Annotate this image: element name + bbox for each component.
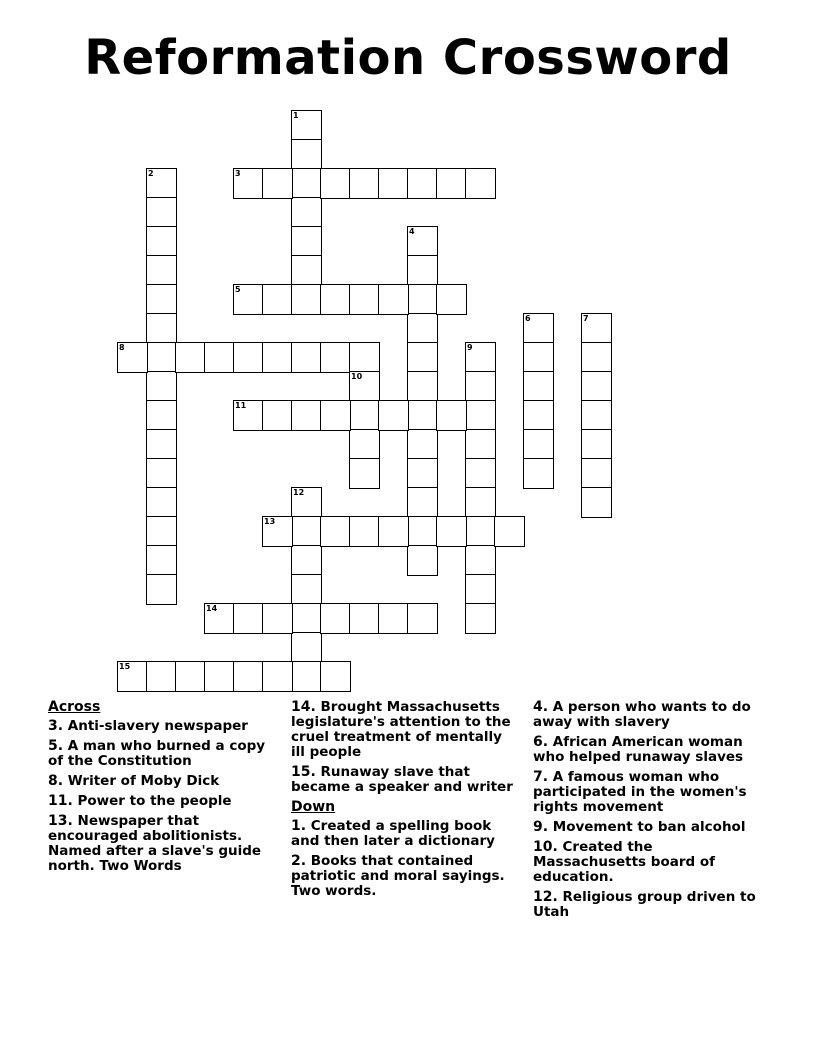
grid-cell[interactable] bbox=[465, 545, 496, 576]
grid-cell[interactable] bbox=[146, 168, 177, 199]
clue-text: Created a spelling book and then later a dictionary bbox=[291, 818, 495, 849]
grid-cell[interactable] bbox=[262, 603, 293, 634]
grid-cell[interactable] bbox=[378, 516, 409, 547]
grid-cell[interactable] bbox=[581, 487, 612, 518]
cell-number: 9 bbox=[467, 343, 473, 352]
grid-cell[interactable] bbox=[581, 458, 612, 489]
grid-cell[interactable] bbox=[378, 168, 409, 199]
grid-cell[interactable] bbox=[465, 574, 496, 605]
clue-text: Anti-slavery newspaper bbox=[67, 718, 248, 734]
grid-cell[interactable] bbox=[291, 574, 322, 605]
clues-column-1 bbox=[48, 700, 278, 879]
grid-cell[interactable] bbox=[523, 342, 554, 373]
grid-cell[interactable] bbox=[262, 284, 293, 315]
grid-cell[interactable] bbox=[407, 458, 438, 489]
grid-cell[interactable] bbox=[320, 284, 351, 315]
grid-cell[interactable] bbox=[407, 284, 438, 315]
grid-cell[interactable] bbox=[117, 342, 148, 373]
grid-cell[interactable] bbox=[523, 313, 554, 344]
grid-cell[interactable] bbox=[117, 661, 148, 692]
grid-cell[interactable] bbox=[523, 429, 554, 460]
clues-column-2 bbox=[291, 700, 516, 904]
clue-across-15 bbox=[291, 765, 516, 795]
grid-cell[interactable] bbox=[204, 342, 235, 373]
grid-cell[interactable] bbox=[291, 139, 322, 170]
grid-cell[interactable] bbox=[291, 487, 322, 518]
grid-cell[interactable] bbox=[349, 458, 380, 489]
grid-cell[interactable] bbox=[436, 516, 467, 547]
clue-number: 9. bbox=[533, 819, 549, 835]
clue-down-12 bbox=[533, 890, 763, 920]
clue-text: Created the Massachusetts board of education. bbox=[533, 839, 715, 885]
grid-cell[interactable] bbox=[175, 661, 206, 692]
grid-cell[interactable] bbox=[407, 226, 438, 257]
grid-cell[interactable] bbox=[291, 661, 322, 692]
clue-number: 8. bbox=[48, 773, 64, 789]
grid-cell[interactable] bbox=[581, 342, 612, 373]
grid-cell[interactable] bbox=[262, 661, 293, 692]
clue-text: Runaway slave that became a speaker and writer bbox=[291, 764, 513, 795]
grid-cell[interactable] bbox=[320, 400, 351, 431]
grid-cell[interactable] bbox=[146, 255, 177, 286]
grid-cell[interactable] bbox=[407, 342, 438, 373]
grid-cell[interactable] bbox=[146, 574, 177, 605]
clue-down-10 bbox=[533, 840, 763, 885]
clue-text: Newspaper that encouraged abolitionists. Named after a slave's guide north. Two Words bbox=[48, 813, 262, 874]
grid-cell[interactable] bbox=[291, 110, 322, 141]
grid-cell[interactable] bbox=[146, 516, 177, 547]
grid-cell[interactable] bbox=[146, 458, 177, 489]
grid-cell[interactable] bbox=[349, 284, 380, 315]
grid-cell[interactable] bbox=[465, 458, 496, 489]
grid-cell[interactable] bbox=[291, 545, 322, 576]
grid-cell[interactable] bbox=[233, 342, 264, 373]
grid-cell[interactable] bbox=[523, 400, 554, 431]
grid-cell[interactable] bbox=[407, 545, 438, 576]
grid-cell[interactable] bbox=[407, 487, 438, 518]
grid-cell[interactable] bbox=[146, 429, 177, 460]
clue-down-1 bbox=[291, 819, 516, 849]
cell-number: 12 bbox=[293, 488, 305, 497]
cell-number: 10 bbox=[351, 372, 363, 381]
clue-down-2 bbox=[291, 854, 516, 899]
grid-cell[interactable] bbox=[378, 400, 409, 431]
grid-cell[interactable] bbox=[407, 371, 438, 402]
grid-cell[interactable] bbox=[407, 168, 438, 199]
grid-cell[interactable] bbox=[204, 661, 235, 692]
cell-number: 15 bbox=[119, 662, 131, 671]
grid-cell[interactable] bbox=[146, 313, 177, 344]
clue-number: 7. bbox=[533, 769, 549, 785]
clue-number: 10. bbox=[533, 839, 558, 855]
grid-cell[interactable] bbox=[465, 371, 496, 402]
grid-cell[interactable] bbox=[581, 400, 612, 431]
down-heading: Down bbox=[291, 799, 336, 815]
grid-cell[interactable] bbox=[262, 168, 293, 199]
clue-across-11 bbox=[48, 794, 278, 809]
across-heading: Across bbox=[48, 699, 101, 715]
cell-number: 2 bbox=[148, 169, 154, 178]
cell-number: 3 bbox=[235, 169, 241, 178]
clue-across-14 bbox=[291, 700, 516, 760]
cell-number: 6 bbox=[525, 314, 531, 323]
grid-cell[interactable] bbox=[407, 255, 438, 286]
clue-text: Brought Massachusetts legislature's attention to the cruel treatment of mentally ill people bbox=[291, 699, 511, 760]
grid-cell[interactable] bbox=[320, 168, 351, 199]
clue-text: Movement to ban alcohol bbox=[552, 819, 746, 835]
grid-cell[interactable] bbox=[465, 342, 496, 373]
grid-cell[interactable] bbox=[581, 371, 612, 402]
clue-number: 11. bbox=[48, 793, 73, 809]
grid-cell[interactable] bbox=[349, 429, 380, 460]
clue-text: Books that contained patriotic and moral sayings. Two words. bbox=[291, 853, 505, 899]
clue-down-7 bbox=[533, 770, 763, 815]
grid-cell[interactable] bbox=[233, 661, 264, 692]
grid-cell[interactable] bbox=[465, 487, 496, 518]
cell-number: 11 bbox=[235, 401, 247, 410]
grid-cell[interactable] bbox=[349, 516, 380, 547]
cell-number: 13 bbox=[264, 517, 276, 526]
grid-cell[interactable] bbox=[291, 226, 322, 257]
grid-cell[interactable] bbox=[291, 284, 322, 315]
grid-cell[interactable] bbox=[465, 400, 496, 431]
grid-cell[interactable] bbox=[146, 545, 177, 576]
grid-cell[interactable] bbox=[146, 197, 177, 228]
grid-cell[interactable] bbox=[349, 342, 380, 373]
grid-cell[interactable] bbox=[233, 284, 264, 315]
cell-number: 1 bbox=[293, 111, 299, 120]
grid-cell[interactable] bbox=[291, 516, 322, 547]
page-title: Reformation Crossword bbox=[84, 30, 732, 86]
grid-cell[interactable] bbox=[407, 516, 438, 547]
grid-cell[interactable] bbox=[436, 400, 467, 431]
clue-down-4 bbox=[533, 700, 763, 730]
grid-cell[interactable] bbox=[146, 226, 177, 257]
grid-cell[interactable] bbox=[204, 603, 235, 634]
grid-cell[interactable] bbox=[146, 284, 177, 315]
grid-cell[interactable] bbox=[146, 342, 177, 373]
clue-number: 6. bbox=[533, 734, 549, 750]
clues-column-3 bbox=[533, 700, 763, 925]
grid-cell[interactable] bbox=[407, 603, 438, 634]
clue-down-9 bbox=[533, 820, 763, 835]
clue-number: 1. bbox=[291, 818, 307, 834]
clue-text: Power to the people bbox=[77, 793, 232, 809]
grid-cell[interactable] bbox=[320, 661, 351, 692]
grid-cell[interactable] bbox=[320, 516, 351, 547]
grid-cell[interactable] bbox=[523, 458, 554, 489]
grid-cell[interactable] bbox=[407, 400, 438, 431]
clue-text: A famous woman who participated in the women's rights movement bbox=[533, 769, 747, 815]
grid-cell[interactable] bbox=[581, 313, 612, 344]
grid-cell[interactable] bbox=[436, 168, 467, 199]
grid-cell[interactable] bbox=[349, 400, 380, 431]
grid-cell[interactable] bbox=[349, 603, 380, 634]
grid-cell[interactable] bbox=[465, 168, 496, 199]
cell-number: 8 bbox=[119, 343, 125, 352]
grid-cell[interactable] bbox=[233, 603, 264, 634]
grid-cell[interactable] bbox=[291, 255, 322, 286]
grid-cell[interactable] bbox=[407, 313, 438, 344]
grid-cell[interactable] bbox=[494, 516, 525, 547]
grid-cell[interactable] bbox=[523, 371, 554, 402]
grid-cell[interactable] bbox=[291, 632, 322, 663]
grid-cell[interactable] bbox=[378, 603, 409, 634]
clue-across-8 bbox=[48, 774, 278, 789]
clue-number: 14. bbox=[291, 699, 316, 715]
grid-cell[interactable] bbox=[146, 400, 177, 431]
grid-cell[interactable] bbox=[175, 342, 206, 373]
grid-cell[interactable] bbox=[320, 342, 351, 373]
clue-down-6 bbox=[533, 735, 763, 765]
clue-number: 15. bbox=[291, 764, 316, 780]
grid-cell[interactable] bbox=[146, 371, 177, 402]
clue-text: Writer of Moby Dick bbox=[67, 773, 220, 789]
grid-cell[interactable] bbox=[146, 661, 177, 692]
grid-cell[interactable] bbox=[233, 400, 264, 431]
clue-across-5 bbox=[48, 739, 278, 769]
grid-cell[interactable] bbox=[291, 400, 322, 431]
grid-cell[interactable] bbox=[291, 603, 322, 634]
cell-number: 14 bbox=[206, 604, 218, 613]
clue-text: A person who wants to do away with slavery bbox=[533, 699, 751, 730]
grid-cell[interactable] bbox=[349, 168, 380, 199]
grid-cell[interactable] bbox=[262, 400, 293, 431]
clue-across-13 bbox=[48, 814, 278, 874]
clue-number: 3. bbox=[48, 718, 64, 734]
clue-number: 12. bbox=[533, 889, 558, 905]
grid-cell[interactable] bbox=[262, 342, 293, 373]
grid-cell[interactable] bbox=[436, 284, 467, 315]
clue-number: 5. bbox=[48, 738, 64, 754]
grid-cell[interactable] bbox=[465, 429, 496, 460]
grid-cell[interactable] bbox=[291, 197, 322, 228]
grid-cell[interactable] bbox=[465, 603, 496, 634]
cell-number: 7 bbox=[583, 314, 589, 323]
clue-text: African American woman who helped runaway slaves bbox=[533, 734, 744, 765]
clue-text: Religious group driven to Utah bbox=[533, 889, 756, 920]
grid-cell[interactable] bbox=[581, 429, 612, 460]
clue-number: 13. bbox=[48, 813, 73, 829]
grid-cell[interactable] bbox=[349, 371, 380, 402]
grid-cell[interactable] bbox=[407, 429, 438, 460]
grid-cell[interactable] bbox=[378, 284, 409, 315]
clue-number: 4. bbox=[533, 699, 549, 715]
cell-number: 4 bbox=[409, 227, 415, 236]
cell-number: 5 bbox=[235, 285, 241, 294]
clue-number: 2. bbox=[291, 853, 307, 869]
grid-cell[interactable] bbox=[262, 516, 293, 547]
grid-cell[interactable] bbox=[320, 603, 351, 634]
grid-cell[interactable] bbox=[465, 516, 496, 547]
grid-cell[interactable] bbox=[291, 342, 322, 373]
grid-cell[interactable] bbox=[233, 168, 264, 199]
clue-across-3 bbox=[48, 719, 278, 734]
grid-cell[interactable] bbox=[291, 168, 322, 199]
grid-cell[interactable] bbox=[146, 487, 177, 518]
clue-text: A man who burned a copy of the Constitution bbox=[48, 738, 266, 769]
